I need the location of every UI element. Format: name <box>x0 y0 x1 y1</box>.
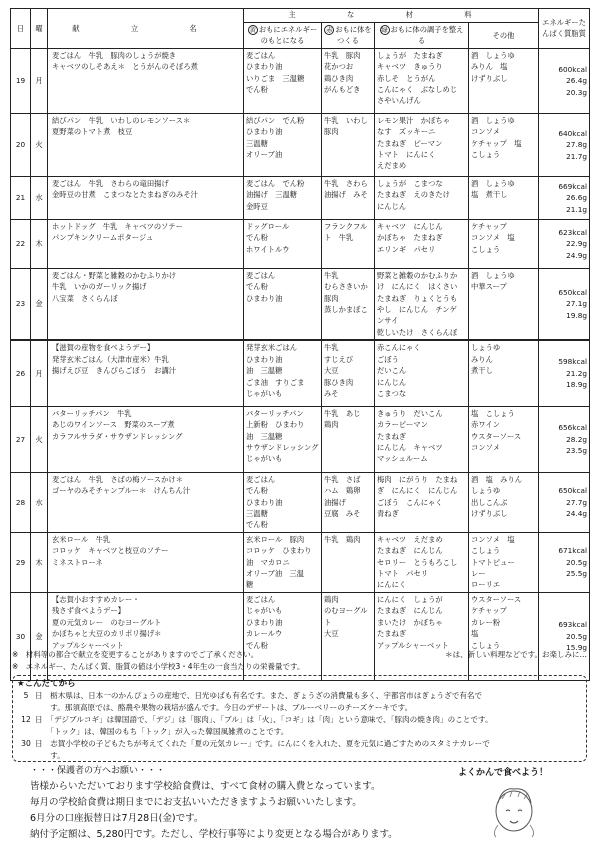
day-date: 29 <box>11 532 31 592</box>
ingredients-red: 牛乳 あじ 鶏肉 <box>322 406 375 472</box>
header-nutrition: エネルギーたんぱく質脂質 <box>539 9 590 49</box>
ingredients-yellow: 玄米ロール 豚肉 コロッケ ひまわり 油 マカロニ オリーブ油 三温 糖 <box>244 532 322 592</box>
nutrition-fat: 24.9g <box>566 250 588 260</box>
header-green: 緑 おもに体の調子を整える <box>375 23 469 49</box>
nutrition-fat: 20.3g <box>566 87 588 97</box>
nutrition-protein: 26.4g <box>566 76 588 86</box>
yellow-group-mark: 黄 <box>249 26 257 34</box>
ingredients-green: レモン果汁 かぼちゃ なす ズッキーニ たまねぎ ピーマン トマト にんにく えだまめ <box>375 113 469 176</box>
ingredients-green: 赤こんにゃく ごぼう だいこん にんじん こまつな <box>375 340 469 406</box>
nutrition-fat: 18.9g <box>566 380 588 390</box>
dish-line: ミネストローネ <box>52 557 103 567</box>
dish-line: 金時豆の甘煮 こまつなとたまねぎのみそ汁 <box>52 190 198 200</box>
day-date: 26 <box>11 340 31 406</box>
nutrition-values <box>539 592 590 680</box>
nutrition-kcal: 640kcal <box>558 128 588 138</box>
day-date: 27 <box>11 406 31 472</box>
column-item-text: す。那須高原では、酪農や果物の栽培が盛んです。今日のデザートは、ブルーベリーのチーズケーキです。 <box>35 703 413 712</box>
dish-line: アップルシャーベット <box>52 640 124 650</box>
ingredients-green: きゅうり だいこん カラーピーマン たまねぎ にんじん キャベツ マッシュルーム <box>375 406 469 472</box>
ingredients-yellow: 発芽玄米ごはん ひまわり油 油 三温糖 ごま油 すりごま じゃがいも <box>244 340 322 406</box>
ingredients-other: コンソメ 塩 こしょう トマトピュー レー ローリエ <box>469 532 539 592</box>
ingredients-red: 牛乳 豚肉 花かつお 鶏ひき肉 がんもどき <box>322 48 375 113</box>
ingredients-yellow: 麦ごはん ひまわり油 いりごま 三温糖 でん粉 <box>244 48 322 113</box>
ingredients-red: 鶏肉 のむヨーグル ト 大豆 <box>322 592 375 680</box>
column-item <box>17 702 412 713</box>
note-change: ※ 材料等の都合で献立を変更することがありますのでご了承ください。 <box>12 650 259 659</box>
nutrition-fat: 21.7g <box>566 151 588 161</box>
dish-line: 夏野菜のトマト煮 枝豆 <box>52 127 133 137</box>
menu-day-row <box>11 406 590 472</box>
ingredients-other: 酒 しょうゆ コンソメ ケチャップ 塩 こしょう <box>469 113 539 176</box>
ingredients-green: しょうが たまねぎ キャベツ きゅうり 赤しそ とうがん こんにゃく ぶなしめじ さやいんげん <box>375 48 469 113</box>
nutrition-kcal: 650kcal <box>558 486 588 496</box>
nutrition-protein: 21.2g <box>566 368 588 378</box>
dish-line: 夏の元気カレー のむヨーグルト <box>52 617 162 627</box>
column-item-date: 5 <box>23 691 29 700</box>
column-item <box>17 738 490 749</box>
column-item-text: 日 「デジブルコギ」は韓国語で、「デジ」は「豚肉」、「ブル」は「火」、「コギ」は「肉」という意味で、「豚肉の焼き肉」のことです。 <box>35 715 493 724</box>
column-item-date: 12 <box>21 715 31 724</box>
ingredients-other: 塩 こしょう 赤ワイン ウスターソース コンソメ <box>469 406 539 472</box>
nutrition-kcal: 671kcal <box>558 546 588 556</box>
guardian-notice <box>30 763 398 843</box>
nutrition-kcal: 623kcal <box>558 227 588 237</box>
ingredients-yellow: 麦ごはん じゃがいも ひまわり油 カレールウ でん粉 <box>244 592 322 680</box>
header-menu: 献 立 名 <box>48 9 244 49</box>
day-weekday: 火 <box>31 406 48 472</box>
column-item-text: 日 志賀小学校の子どもたちが考えてくれた「夏の元気カレー」です。にんにくを入れた、夏を元気に過ごすためのスタミナカレーで <box>35 739 490 748</box>
guardian-line: 皆様からいただいております学校給食費は、すべて食材の購入費となっています。 <box>30 781 381 792</box>
ingredients-red: フランクフル ト 牛乳 <box>322 219 375 268</box>
nutrition-values <box>539 113 590 176</box>
nutrition-values <box>539 48 590 113</box>
dish-line: 結びパン 牛乳 いわしのレモンソース＊ <box>52 115 191 125</box>
red-group-mark: 赤 <box>326 26 333 34</box>
column-item <box>17 714 493 725</box>
day-weekday: 月 <box>31 48 48 113</box>
header-ingredients: 主 な 材 料 <box>244 9 539 23</box>
dish-line: ホットドッグ 牛乳 キャベツのソテー <box>52 221 183 231</box>
ingredients-red: 牛乳 鶏肉 <box>322 532 375 592</box>
column-item <box>17 690 482 701</box>
ingredients-red: 牛乳 むらさきいか 豚肉 蒸しかまぼこ <box>322 268 375 340</box>
day-weekday: 水 <box>31 472 48 532</box>
menu-day-row <box>11 268 590 340</box>
ingredients-yellow: ドッグロール でん粉 ホワイトルウ <box>244 219 322 268</box>
dish-line: 残さず食べようデー】 <box>52 606 125 616</box>
day-dishes <box>48 406 244 472</box>
dish-line: カラフルサラダ・サウザンドレッシング <box>52 431 183 441</box>
nutrition-values <box>539 176 590 219</box>
note-nutrition: ※ エネルギー、たんぱく質、脂質の値は小学校3・4年生の一食当たりの栄養量です。 <box>12 662 305 671</box>
header-red: 赤 おもに体をつくる <box>322 23 375 49</box>
ingredients-yellow: 麦ごはん でん粉 ひまわり油 三温糖 でん粉 <box>244 472 322 532</box>
menu-column-box <box>12 675 587 762</box>
day-dishes <box>48 113 244 176</box>
nutrition-values <box>539 340 590 406</box>
nutrition-protein: 22.9g <box>566 239 588 249</box>
dish-line: コロッケ キャベツと枝豆のソテー <box>52 546 169 556</box>
ingredients-green: 野菜と雑穀のかむふりか け にんにく はくさい たまねぎ りょくとうも やし にんじん チンゲ ンサイ 乾しいたけ さくらんぼ <box>375 268 469 340</box>
day-date: 19 <box>11 48 31 113</box>
nutrition-protein: 26.6g <box>566 193 588 203</box>
guardian-line: 6月分の口座振替日は7月28日(金)です。 <box>30 813 204 824</box>
nutrition-fat: 23.5g <box>566 446 588 456</box>
nutrition-fat: 19.8g <box>566 310 588 320</box>
nutrition-protein: 27.7g <box>566 497 588 507</box>
dish-line: あじのワインソース 野菜のスープ煮 <box>52 420 175 430</box>
guardian-line: 毎月の学校給食費は期日までにお支払いいただきますようお願いいたします。 <box>30 797 362 808</box>
day-weekday: 月 <box>31 340 48 406</box>
nutrition-values <box>539 268 590 340</box>
menu-day-row <box>11 176 590 219</box>
column-item <box>17 750 65 761</box>
dish-line: 【滋賀の産物を食べようデー】 <box>52 343 155 353</box>
day-dishes <box>48 532 244 592</box>
ingredients-green: キャベツ えだまめ たまねぎ にんじん セロリー とうもろこし トマト パセリ にんにく <box>375 532 469 592</box>
nutrition-fat: 25.5g <box>566 569 588 579</box>
nutrition-values <box>539 406 590 472</box>
ingredients-red: 牛乳 さば ハム 鶏卵 油揚げ 豆腐 みそ <box>322 472 375 532</box>
nutrition-protein: 27.8g <box>566 140 588 150</box>
day-weekday: 木 <box>31 532 48 592</box>
ingredients-other: しょうゆ みりん 煮干し <box>469 340 539 406</box>
mascot-face-icon <box>488 781 540 839</box>
nutrition-values <box>539 532 590 592</box>
nutrition-fat: 15.9g <box>566 643 588 653</box>
dish-line: 麦ごはん 牛乳 さわらの竜田揚げ <box>52 178 169 188</box>
nutrition-protein: 20.5g <box>566 557 588 567</box>
day-date: 21 <box>11 176 31 219</box>
ingredients-other: 酒 しょうゆ 中華スープ <box>469 268 539 340</box>
day-dishes <box>48 48 244 113</box>
header-other: その他 <box>469 23 539 49</box>
menu-sheet <box>10 8 589 681</box>
ingredients-green: しょうが こまつな たまねぎ えのきたけ にんじん <box>375 176 469 219</box>
nutrition-kcal: 600kcal <box>558 64 588 74</box>
dish-line: 発芽玄米ごはん（大津市産米）牛乳 <box>52 354 169 364</box>
nutrition-values <box>539 472 590 532</box>
dish-line: 揚げえび豆 きんぴらごぼう お講汁 <box>52 366 177 376</box>
header-yellow: 黄 おもにエネルギーのもとになる <box>244 23 322 49</box>
column-item-text: 日 栃木県は、日本一のかんぴょうの産地で、日光ゆばも有名です。また、ぎょうざの消費量も多く、宇都宮市はぎょうざで有名で <box>35 691 483 700</box>
ingredients-other: 酒 しょうゆ みりん 塩 けずりぶし <box>469 48 539 113</box>
ingredients-green: キャベツ にんじん かぼちゃ たまねぎ エリンギ パセリ <box>375 219 469 268</box>
day-weekday: 木 <box>31 219 48 268</box>
ingredients-other: ウスターソース ケチャップ カレー粉 塩 こしょう <box>469 592 539 680</box>
day-date: 30 <box>11 592 31 680</box>
nutrition-kcal: 650kcal <box>558 287 588 297</box>
nutrition-fat: 24.4g <box>566 509 588 519</box>
menu-day-row <box>11 219 590 268</box>
ingredients-yellow: 麦ごはん でん粉 油揚げ 三温糖 金時豆 <box>244 176 322 219</box>
day-dishes <box>48 472 244 532</box>
day-dishes <box>48 340 244 406</box>
dish-line: 八宝菜 さくらんぼ <box>52 293 118 303</box>
ingredients-yellow: 結びパン でん粉 ひまわり油 三温糖 オリーブ油 <box>244 113 322 176</box>
nutrition-protein: 28.2g <box>566 434 588 444</box>
nutrition-fat: 21.1g <box>566 204 588 214</box>
dish-line: ゴーヤのみそチャンプルー＊ けんちん汁 <box>52 486 191 496</box>
column-item-text: す。 <box>35 751 65 760</box>
nutrition-protein: 27.1g <box>566 299 588 309</box>
dish-line: キャベツのしそあえ＊ とうがんのそぼろ煮 <box>52 62 198 72</box>
nutrition-kcal: 656kcal <box>558 423 588 433</box>
column-title: ★こんだてから <box>17 679 76 689</box>
day-weekday: 金 <box>31 592 48 680</box>
nutrition-values <box>539 219 590 268</box>
day-dishes <box>48 176 244 219</box>
dish-line: 麦ごはん 牛乳 さばの梅ソースかけ＊ <box>52 474 183 484</box>
header-day: 曜 <box>31 9 48 49</box>
ingredients-other: 酒 しょうゆ 塩 煮干し <box>469 176 539 219</box>
ingredients-red: 牛乳 さわら 油揚げ みそ <box>322 176 375 219</box>
guardian-line: 納付予定額は、5,280円です。ただし、学校行事等により変更となる場合があります。 <box>30 829 398 840</box>
note-new-dish: ＊は、新しい料理などです。お楽しみに… <box>445 650 587 659</box>
menu-table <box>10 8 590 681</box>
ingredients-green: 梅肉 にがうり たまね ぎ にんにく にんじん ごぼう こんにゃく 青ねぎ <box>375 472 469 532</box>
day-date: 22 <box>11 219 31 268</box>
day-weekday: 火 <box>31 113 48 176</box>
dish-line: 麦ごはん・野菜と雑穀のかむふりかけ <box>52 270 177 280</box>
dish-line: バターリッチパン 牛乳 <box>52 408 132 418</box>
dish-line: パンプキンクリームポタージュ <box>52 233 154 243</box>
day-dishes <box>48 268 244 340</box>
menu-day-row <box>11 472 590 532</box>
ingredients-green: にんにく しょうが たまねぎ にんじん まいたけ かぼちゃ たまねぎ アップルシャーベット <box>375 592 469 680</box>
day-date: 28 <box>11 472 31 532</box>
column-item-date: 30 <box>21 739 31 748</box>
dish-line: 麦ごはん 牛乳 豚肉のしょうが焼き <box>52 50 177 60</box>
column-item <box>17 726 288 737</box>
nutrition-protein: 20.5g <box>566 631 588 641</box>
dish-line: 玄米ロール 牛乳 <box>52 534 111 544</box>
ingredients-other: ケチャップ コンソメ 塩 こしょう <box>469 219 539 268</box>
ingredients-yellow: バターリッチパン 上新粉 ひまわり 油 三温糖 サウザンドレッシング じゃがいも <box>244 406 322 472</box>
ingredients-red: 牛乳 いわし 豚肉 <box>322 113 375 176</box>
day-weekday: 金 <box>31 268 48 340</box>
dish-line: 【志賀小おすすめカレー・ <box>52 594 140 604</box>
menu-day-row <box>11 113 590 176</box>
day-date: 20 <box>11 113 31 176</box>
header-date: 日 <box>11 9 31 49</box>
dish-line: 牛乳 いかのガーリック揚げ <box>52 282 147 292</box>
column-item-text: 「トック」は、韓国のもち「トック」が入った韓国風雑煮のことです。 <box>35 727 289 736</box>
dish-line: かぼちゃと大豆のカリポリ揚げ＊ <box>52 629 162 639</box>
ingredients-yellow: 麦ごはん でん粉 ひまわり油 <box>244 268 322 340</box>
menu-day-row <box>11 48 590 113</box>
nutrition-kcal: 598kcal <box>558 357 588 367</box>
nutrition-kcal: 669kcal <box>558 181 588 191</box>
ingredients-red: 牛乳 すじえび 大豆 豚ひき肉 みそ <box>322 340 375 406</box>
day-dishes <box>48 219 244 268</box>
mascot-caption: よくかんで食べよう！ <box>458 768 549 778</box>
menu-day-row <box>11 532 590 592</box>
day-date: 23 <box>11 268 31 340</box>
menu-day-row <box>11 340 590 406</box>
guardian-title: ・・・保護者の方へお願い・・・ <box>30 766 166 776</box>
ingredients-other: 酒 塩 みりん しょうゆ 出しこんぶ けずりぶし <box>469 472 539 532</box>
green-group-mark: 緑 <box>381 26 388 34</box>
nutrition-kcal: 693kcal <box>558 620 588 630</box>
day-weekday: 水 <box>31 176 48 219</box>
